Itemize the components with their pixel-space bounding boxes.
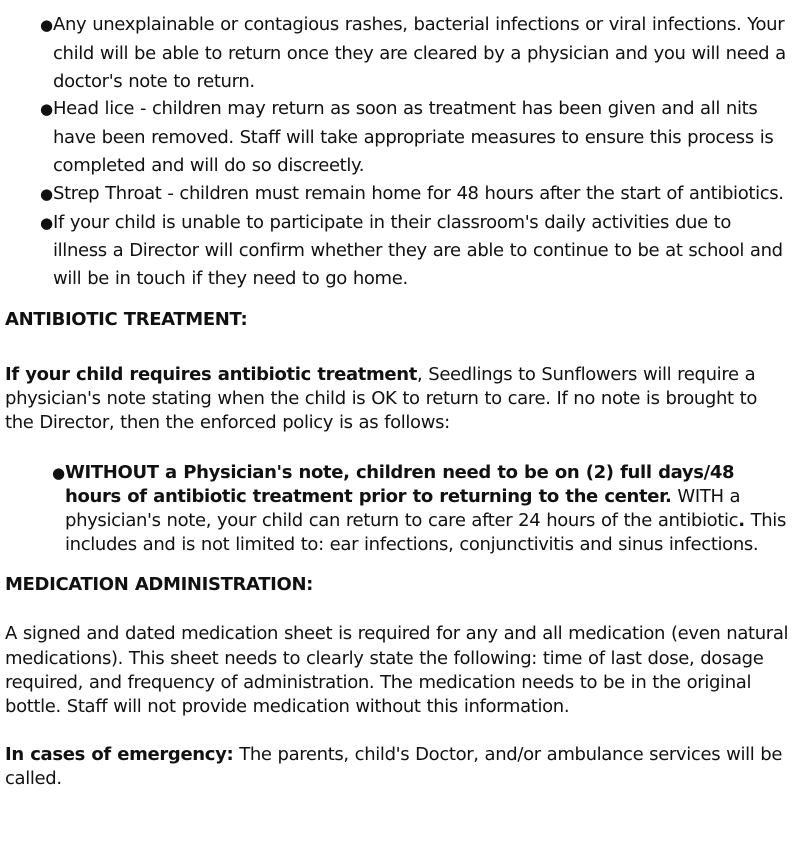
list-item <box>5 180 790 209</box>
antibiotic-paragraph <box>5 363 790 436</box>
antibiotic-paragraph-text: , Seedlings to Sunflowers will require a physician's note stating when the child is OK to return to care. If no note is brought to the Director, then the enforced policy is as follows: <box>5 363 758 434</box>
bullet-icon: ● <box>40 184 53 203</box>
policy-text-end: This includes and is not limited to: ear infections, conjunctivitis and sinus infections. <box>65 509 786 556</box>
list-item-text: Strep Throat - children must remain home for 48 hours after the start of antibiotics. <box>53 182 784 204</box>
policy-period: . <box>738 509 745 531</box>
list-item-text: Any unexplainable or contagious rashes, bacterial infections or viral infections. Your child will be able to return once they are cleared by a physician and you will need a doctor's note to return. <box>53 14 786 92</box>
antibiotic-paragraph-lead: If your child requires antibiotic treatment <box>5 363 417 385</box>
list-item-text: If your child is unable to participate in their classroom's daily activities due to illness a Director will confirm whether they are able to continue to be at school and will be in touch if they need to go home. <box>53 211 783 290</box>
antibiotic-policy-list <box>5 461 790 558</box>
emergency-text: The parents, child's Doctor, and/or ambulance services will be called. <box>5 744 783 790</box>
antibiotic-heading: ANTIBIOTIC TREATMENT: <box>5 308 248 330</box>
bullet-icon: ● <box>52 463 65 482</box>
list-item <box>5 95 790 179</box>
policy-bold-text: WITHOUT a Physician's note, children need to be on (2) full days/48 hours of antibiotic treatment prior to returning to the center. <box>65 461 735 507</box>
policy-text: WITH a physician's note, your child can return to care after 24 hours of the antibiotic <box>65 485 741 531</box>
medication-paragraph: A signed and dated medication sheet is required for any and all medication (even natural medications). This sheet needs to clearly state the following: time of last dose, dosage required, and frequency of administration. The medication needs to be in the original bottle. Staff will not provide medication without this information. <box>5 623 789 717</box>
emergency-paragraph <box>5 743 790 791</box>
bullet-icon: ● <box>40 100 53 119</box>
list-item-text: Head lice - children may return as soon as treatment has been given and all nits have been removed. Staff will take appropriate measures to ensure this process is completed and will do so discreetly. <box>53 98 774 176</box>
bullet-icon: ● <box>40 213 53 232</box>
medication-heading: MEDICATION ADMINISTRATION: <box>5 574 314 596</box>
emergency-label: In cases of emergency: <box>5 744 234 766</box>
exclusion-list <box>5 11 790 293</box>
bullet-icon: ● <box>40 16 53 34</box>
list-item <box>5 461 790 558</box>
list-item <box>5 11 790 95</box>
list-item <box>5 209 790 293</box>
